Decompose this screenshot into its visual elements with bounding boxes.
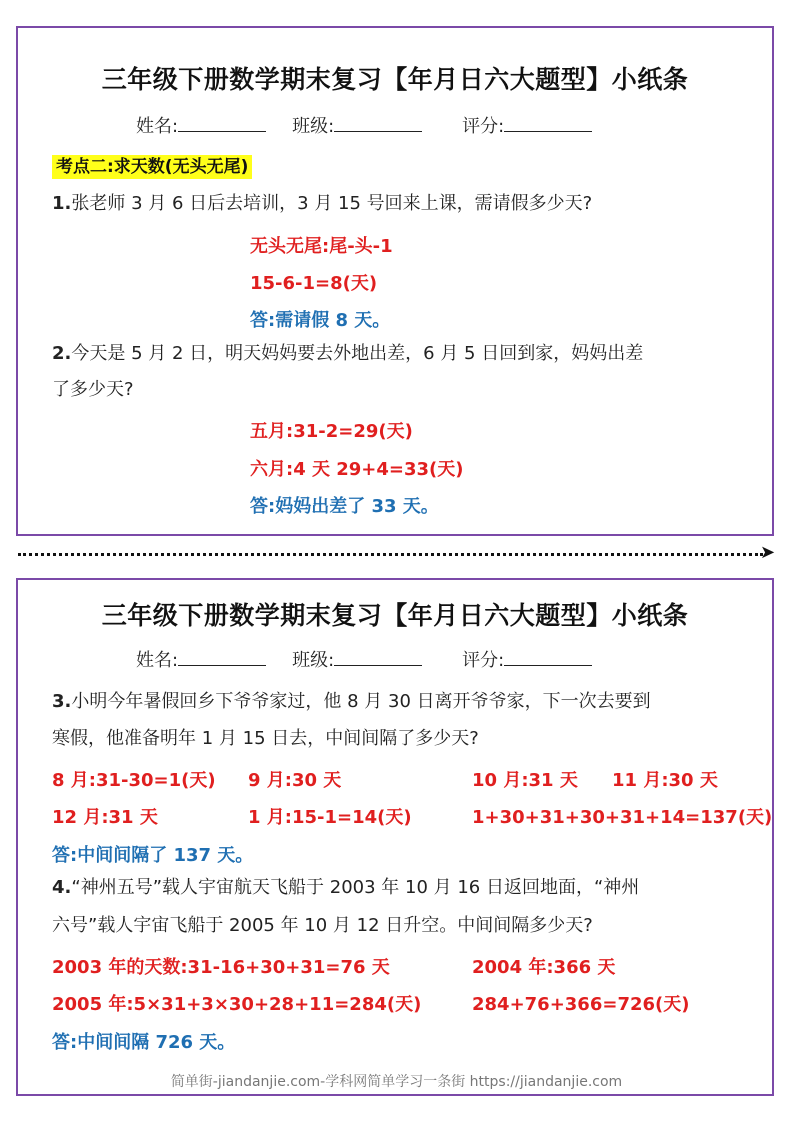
q4-year-2004: 2004 年:366 天	[472, 957, 616, 978]
question-2-line-2: 了多少天?	[52, 379, 134, 400]
q4-answer: 答:中间间隔 726 天。	[52, 1032, 236, 1053]
q2-solution-june: 六月:4 天 29+4=33(天)	[250, 459, 464, 480]
class-blank	[334, 649, 422, 666]
question-3-line-1: 3.小明今年暑假回乡下爷爷家过，他 8 月 30 日离开爷爷家，下一次去要到	[52, 691, 651, 712]
q1-answer: 答:需请假 8 天。	[250, 310, 391, 331]
score-field: 评分:	[462, 646, 592, 672]
q3-january: 1 月:15-1=14(天)	[248, 807, 412, 828]
q4-total: 284+76+366=726(天)	[472, 994, 690, 1015]
card-title: 三年级下册数学期末复习【年月日六大题型】小纸条	[101, 65, 689, 94]
worksheet-card-1	[16, 26, 774, 536]
worksheet-card-2	[16, 578, 774, 1096]
card-title: 三年级下册数学期末复习【年月日六大题型】小纸条	[101, 601, 689, 630]
name-blank	[178, 115, 266, 132]
question-1: 1.张老师 3 月 6 日后去培训，3 月 15 号回来上课，需请假多少天?	[52, 193, 593, 214]
q3-november: 11 月:30 天	[612, 770, 718, 791]
question-4-line-1: 4.“神州五号”载人宇宙航天飞船于 2003 年 10 月 16 日返回地面，“神州	[52, 877, 640, 898]
q4-year-2003: 2003 年的天数:31-16+30+31=76 天	[52, 957, 390, 978]
q3-total: 1+30+31+30+31+14=137(天)	[472, 807, 773, 828]
name-blank	[178, 649, 266, 666]
score-blank	[504, 115, 592, 132]
dotted-divider	[18, 553, 763, 556]
q3-december: 12 月:31 天	[52, 807, 158, 828]
arrow-right-icon: ➤	[760, 542, 776, 563]
question-2-line-1: 2.今天是 5 月 2 日，明天妈妈要去外地出差，6 月 5 日回到家，妈妈出差	[52, 343, 644, 364]
q1-solution-calc: 15-6-1=8(天)	[250, 273, 378, 294]
question-3-line-2: 寒假，他准备明年 1 月 15 日去，中间间隔了多少天?	[52, 728, 479, 749]
student-fields	[136, 646, 592, 672]
q3-august: 8 月:31-30=1(天)	[52, 770, 216, 791]
class-blank	[334, 115, 422, 132]
q4-year-2005: 2005 年:5×31+3×30+28+11=284(天)	[52, 994, 422, 1015]
score-field: 评分:	[462, 112, 592, 138]
q3-october: 10 月:31 天	[472, 770, 578, 791]
q3-answer: 答:中间间隔了 137 天。	[52, 845, 254, 866]
class-field: 班级:	[292, 646, 422, 672]
score-blank	[504, 649, 592, 666]
q1-solution-rule: 无头无尾:尾-头-1	[250, 236, 393, 257]
class-field: 班级:	[292, 112, 422, 138]
name-field: 姓名:	[136, 112, 266, 138]
q2-solution-may: 五月:31-2=29(天)	[250, 421, 413, 442]
footer-watermark: 简单街-jiandanjie.com-学科网简单学习一条街 https://jiandanjie.com	[170, 1074, 623, 1090]
student-fields	[136, 112, 592, 138]
section-heading: 考点二:求天数(无头无尾)	[52, 152, 252, 177]
q2-answer: 答:妈妈出差了 33 天。	[250, 496, 439, 517]
question-4-line-2: 六号”载人宇宙飞船于 2005 年 10 月 12 日升空。中间间隔多少天?	[52, 915, 593, 936]
q3-september: 9 月:30 天	[248, 770, 342, 791]
name-field: 姓名:	[136, 646, 266, 672]
